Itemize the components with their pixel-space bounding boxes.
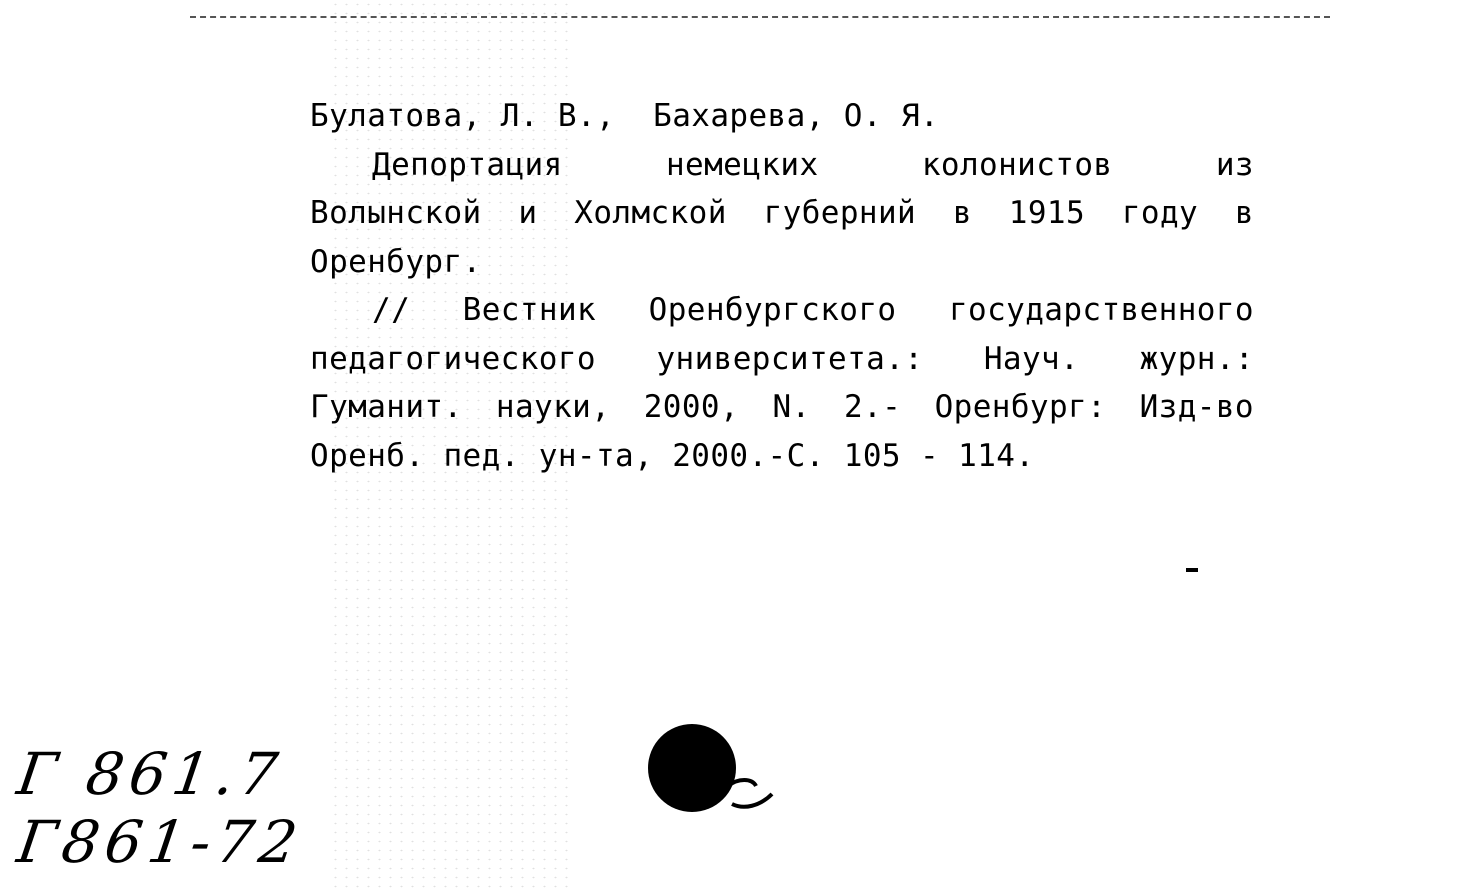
catalog-card-text — [310, 92, 1254, 480]
card-title-line-2: Волынской и Холмской губерний в 1915 году в — [310, 195, 1254, 231]
handwritten-shelfmark-2: Г861-72 — [13, 808, 308, 876]
card-source-line-1: // Вестник Оренбургского государственного — [372, 292, 1254, 328]
handwritten-shelfmark-1: Г 861.7 — [13, 740, 288, 808]
card-source-line-3: Гуманит. науки, 2000, N. 2.- Оренбург: Изд-во — [310, 389, 1254, 425]
card-source-line-2: педагогического университета.: Науч. журн.: — [310, 340, 1254, 377]
card-source-line-4: Оренб. пед. ун-та, 2000.-С. 105 - 114. — [310, 437, 1035, 474]
card-authors: Булатова, Л. В., Бахарева, О. Я. — [310, 98, 940, 134]
card-title-line-1: Депортация немецких колонистов из — [372, 146, 1254, 183]
card-title-line-3: Оренбург. — [310, 243, 482, 280]
ink-speck — [1186, 568, 1198, 572]
ink-stamp — [640, 716, 780, 820]
